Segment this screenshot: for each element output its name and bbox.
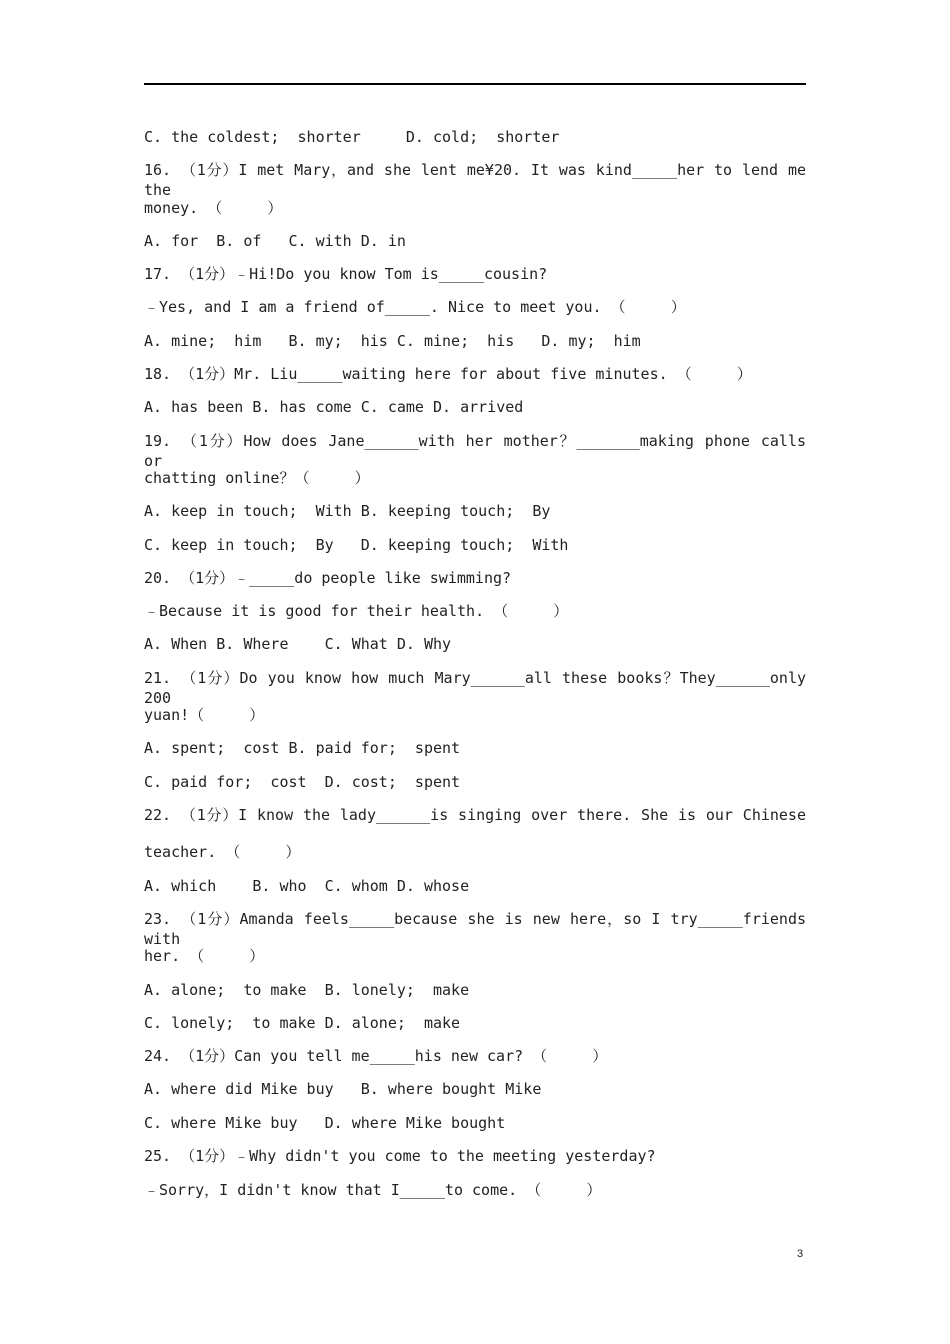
question-line: her. （ ） xyxy=(144,947,265,965)
option-line: C. lonely; to make D. alone; make xyxy=(144,1014,461,1032)
option-line: A. keep in touch; With B. keeping touch; By xyxy=(144,502,551,520)
question-25: 25. （1分）﹣Why didn't you come to the meeting yesterday? xyxy=(144,1147,656,1165)
question-line: ﹣Sorry，I didn't know that I_____to come. （ ） xyxy=(144,1181,602,1199)
option-line: A. alone; to make B. lonely; make xyxy=(144,981,470,999)
option-line: C. the coldest; shorter D. cold; shorter xyxy=(144,128,560,146)
option-line: A. has been B. has come C. came D. arrived xyxy=(144,398,524,416)
option-line: C. where Mike buy D. where Mike bought xyxy=(144,1114,506,1132)
header-rule xyxy=(144,83,806,85)
option-line: A. which B. who C. whom D. whose xyxy=(144,877,470,895)
question-line: chatting online？（ ） xyxy=(144,469,370,487)
question-20: 20. （1分）﹣_____do people like swimming? xyxy=(144,569,512,587)
question-16: 16. （1分）I met Mary，and she lent me¥20. It was kind_____her to lend me the xyxy=(144,161,806,199)
question-line: teacher. （ ） xyxy=(144,843,301,861)
question-22: 22. （1分）I know the lady______is singing over there. She is our Chinese xyxy=(144,806,806,824)
question-line: yuan!（ ） xyxy=(144,706,265,724)
question-21: 21. （1分）Do you know how much Mary______all these books？They______only 200 xyxy=(144,669,806,707)
page-number: 3 xyxy=(797,1248,804,1260)
option-line: A. spent; cost B. paid for; spent xyxy=(144,739,461,757)
option-line: A. for B. of C. with D. in xyxy=(144,232,406,250)
question-19: 19. （1分）How does Jane______with her mother？_______making phone calls or xyxy=(144,432,806,470)
option-line: C. keep in touch; By D. keeping touch; With xyxy=(144,536,569,554)
question-line: ﹣Yes, and I am a friend of_____. Nice to meet you. （ ） xyxy=(144,298,686,316)
question-23: 23. （1分）Amanda feels_____because she is new here，so I try_____friends with xyxy=(144,910,806,948)
question-line: money. （ ） xyxy=(144,199,283,217)
question-line: ﹣Because it is good for their health. （ ） xyxy=(144,602,569,620)
option-line: A. where did Mike buy B. where bought Mike xyxy=(144,1080,542,1098)
option-line: C. paid for; cost D. cost; spent xyxy=(144,773,461,791)
option-line: A. mine; him B. my; his C. mine; his D. my; him xyxy=(144,332,641,350)
option-line: A. When B. Where C. What D. Why xyxy=(144,635,452,653)
question-18: 18. （1分）Mr. Liu_____waiting here for about five minutes. （ ） xyxy=(144,365,752,383)
question-17: 17. （1分）﹣Hi!Do you know Tom is_____cousin? xyxy=(144,265,548,283)
question-24: 24. （1分）Can you tell me_____his new car? （ ） xyxy=(144,1047,608,1065)
